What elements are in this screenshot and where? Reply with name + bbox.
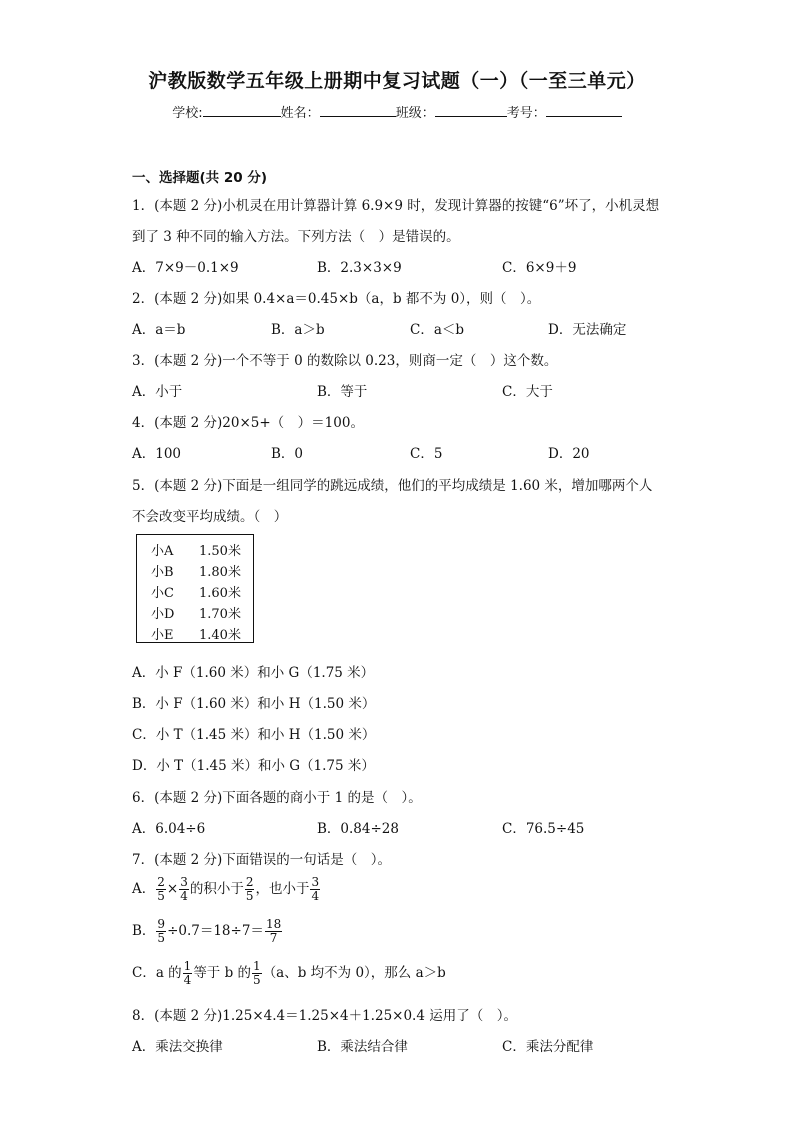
school-blank[interactable]	[203, 102, 281, 117]
q8-option-a[interactable]: A．乘法交换律	[132, 1039, 223, 1055]
q4-option-c[interactable]: C．5	[410, 446, 443, 462]
q5-option-b[interactable]: B．小 F（1.60 米）和小 H（1.50 米）	[132, 696, 376, 712]
q2-option-b[interactable]: B．a＞b	[271, 322, 325, 338]
numerator: 3	[311, 875, 320, 889]
student-score: 1.80米	[199, 565, 241, 580]
numerator: 2	[157, 875, 165, 889]
option-text: （a、b 均不为 0），那么 a＞b	[262, 965, 446, 981]
question-2: 2．(本题 2 分)如果 0.4×a＝0.45×b（a，b 都不为 0），则（ ）。	[132, 291, 541, 307]
denominator: 7	[269, 931, 278, 945]
q3-option-c[interactable]: C．大于	[502, 384, 553, 400]
option-text: 的积小于	[189, 881, 244, 897]
q1-option-c[interactable]: C．6×9＋9	[502, 260, 577, 276]
student-score: 1.40米	[199, 628, 241, 643]
q4-option-a[interactable]: A．100	[132, 446, 182, 462]
q6-option-c[interactable]: C．76.5÷45	[502, 821, 585, 837]
table-row	[151, 561, 241, 580]
fraction	[310, 876, 320, 903]
table-row	[151, 540, 241, 559]
option-label: A．	[132, 881, 156, 897]
fraction	[245, 876, 255, 903]
class-blank[interactable]	[435, 102, 507, 117]
student-score: 1.60米	[199, 586, 241, 601]
table-row	[151, 582, 241, 601]
q2-option-c[interactable]: C．a＜b	[410, 322, 465, 338]
q5-option-c[interactable]: C．小 T（1.45 米）和小 H（1.50 米）	[132, 727, 376, 743]
fraction	[179, 876, 189, 903]
q3-option-a[interactable]: A．小于	[132, 384, 183, 400]
numerator: 3	[180, 875, 188, 889]
q4-option-d[interactable]: D．20	[548, 446, 590, 462]
q6-option-b[interactable]: B．0.84÷28	[317, 821, 399, 837]
question-5-line2: 不会改变平均成绩。（ ）	[132, 509, 288, 525]
option-text: ÷0.7＝18÷7＝	[167, 923, 264, 939]
fraction	[156, 876, 166, 903]
page-title: 沪教版数学五年级上册期中复习试题（一）（一至三单元）	[148, 70, 646, 92]
denominator: 5	[157, 889, 165, 903]
numerator: 18	[265, 917, 282, 931]
question-6: 6．(本题 2 分)下面各题的商小于 1 的是（ ）。	[132, 790, 422, 806]
student-info	[0, 102, 794, 121]
table-row	[151, 603, 241, 622]
option-label: C．a 的	[132, 965, 182, 981]
section-heading: 一、选择题(共 20 分)	[132, 170, 268, 186]
name-blank[interactable]	[320, 102, 396, 117]
q1-option-b[interactable]: B．2.3×3×9	[317, 260, 402, 276]
fraction	[265, 918, 282, 945]
q5-option-d[interactable]: D．小 T（1.45 米）和小 G（1.75 米）	[132, 758, 375, 774]
q2-option-d[interactable]: D．无法确定	[548, 322, 627, 338]
class-label: 班级：	[395, 106, 435, 121]
student-name: 小A	[151, 544, 174, 559]
school-label: 学校:	[172, 106, 203, 121]
fraction	[156, 918, 166, 945]
number-label: 考号：	[506, 106, 546, 121]
question-7: 7．(本题 2 分)下面错误的一句话是（ ）。	[132, 852, 392, 868]
student-name: 小B	[151, 565, 174, 580]
jump-score-table	[136, 534, 254, 643]
times-sign: ×	[166, 881, 179, 897]
numerator: 9	[157, 917, 166, 931]
table-row	[151, 624, 241, 643]
q8-option-c[interactable]: C．乘法分配律	[502, 1039, 594, 1055]
question-1-line1: 1．(本题 2 分)小机灵在用计算器计算 6.9×9 时，发现计算器的按键“6”坏了，小机灵想	[132, 198, 660, 214]
q5-option-a[interactable]: A．小 F（1.60 米）和小 G（1.75 米）	[132, 665, 375, 681]
fraction	[183, 960, 193, 987]
denominator: 4	[183, 973, 192, 987]
numerator: 1	[253, 959, 261, 973]
student-name: 小C	[151, 586, 174, 601]
question-3: 3．(本题 2 分)一个不等于 0 的数除以 0.23，则商一定（ ）这个数。	[132, 353, 558, 369]
q1-option-a[interactable]: A．7×9－0.1×9	[132, 260, 239, 276]
option-text: ，也小于	[255, 881, 310, 897]
student-name: 小E	[151, 628, 174, 643]
numerator: 2	[245, 875, 254, 889]
name-label: 姓名：	[280, 106, 320, 121]
q7-option-a[interactable]	[132, 876, 321, 903]
q8-option-b[interactable]: B．乘法结合律	[317, 1039, 408, 1055]
student-score: 1.50米	[199, 544, 241, 559]
denominator: 5	[157, 931, 166, 945]
numerator: 1	[183, 959, 192, 973]
fraction	[252, 960, 262, 987]
q2-option-a[interactable]: A．a＝b	[132, 322, 186, 338]
q7-option-b[interactable]	[132, 918, 283, 945]
question-1-line2: 到了 3 种不同的输入方法。下列方法（ ）是错误的。	[132, 229, 460, 245]
q7-option-c[interactable]	[132, 960, 446, 987]
question-5-line1: 5．(本题 2 分)下面是一组同学的跳远成绩，他们的平均成绩是 1.60 米，增加哪两个人	[132, 478, 653, 494]
question-4: 4．(本题 2 分)20×5+（ ）＝100。	[132, 415, 364, 431]
student-score: 1.70米	[199, 607, 241, 622]
denominator: 4	[311, 889, 320, 903]
q3-option-b[interactable]: B．等于	[317, 384, 368, 400]
denominator: 5	[245, 889, 254, 903]
denominator: 4	[180, 889, 188, 903]
q4-option-b[interactable]: B．0	[271, 446, 304, 462]
number-blank[interactable]	[546, 102, 622, 117]
option-label: B．	[132, 923, 156, 939]
q6-option-a[interactable]: A．6.04÷6	[132, 821, 206, 837]
question-8: 8．(本题 2 分)1.25×4.4＝1.25×4＋1.25×0.4 运用了（ ）。	[132, 1008, 517, 1024]
student-name: 小D	[151, 607, 175, 622]
denominator: 5	[253, 973, 261, 987]
option-text: 等于 b 的	[193, 965, 252, 981]
